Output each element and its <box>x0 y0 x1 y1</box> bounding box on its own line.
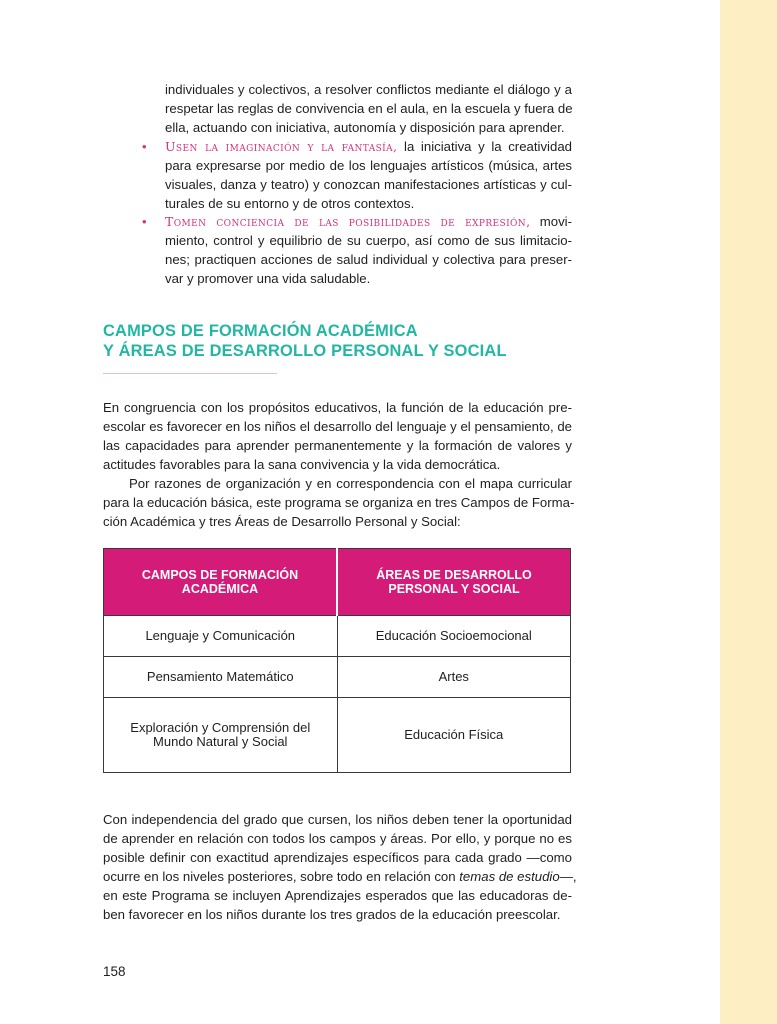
side-color-band <box>720 0 777 1024</box>
heading-line: Y ÁREAS DE DESARROLLO PERSONAL Y SOCIAL <box>103 342 507 360</box>
text-line: individuales y colectivos, a resolver conflictos mediante el diálogo y a <box>165 82 572 97</box>
table-header-row <box>104 549 571 616</box>
text-line: ben favorecer en los niños durante los tres grados de la educación preescolar. <box>103 907 561 922</box>
header-campos <box>104 549 338 616</box>
text-line: Por razones de organización y en correspondencia con el mapa curricular <box>129 476 572 491</box>
header-line: ÁREAS DE DESARROLLO <box>376 568 532 582</box>
intro-continuation <box>165 80 572 137</box>
paragraph-congruencia <box>103 398 572 474</box>
text-line: nes; practiquen acciones de salud individual y colectiva para preser- <box>165 252 572 267</box>
bullet-item-imaginacion <box>165 137 572 213</box>
text-line: respetar las reglas de convivencia en el aula, en la escuela y fuera de <box>165 101 573 116</box>
text-line: para la educación básica, este programa se organiza en tres Campos de Forma- <box>103 495 575 510</box>
cell-campo: Lenguaje y Comunicación <box>104 616 338 657</box>
text-line <box>103 867 577 886</box>
bullet-lead: Tomen conciencia de las posibilidades de expresión, <box>165 214 531 229</box>
bullet-item-expresion <box>165 212 572 288</box>
text-line <box>165 137 572 156</box>
text-line: Con independencia del grado que cursen, los niños deben tener la oportunidad <box>103 812 572 827</box>
text-line: posible definir con exactitud aprendizajes específicos para cada grado —como <box>103 850 572 865</box>
text-line: visuales, danza y teatro) y conozcan manifestaciones artísticas y cul- <box>165 177 572 192</box>
text-line: en este Programa se incluyen Aprendizajes esperados que las educadoras de- <box>103 888 572 903</box>
paragraph-organizacion <box>103 474 575 531</box>
text-line: En congruencia con los propósitos educativos, la función de la educación pre- <box>103 400 572 415</box>
cell-campo: Pensamiento Matemático <box>104 657 338 698</box>
cell-line: Exploración y Comprensión del <box>130 720 311 735</box>
table-row <box>104 698 571 773</box>
text-line: turales de su entorno y de otros contextos. <box>165 196 415 211</box>
section-heading <box>103 321 507 361</box>
bullet-first-rest: la iniciativa y la creatividad <box>397 139 572 154</box>
text-line: escolar es favorecer en los niños el desarrollo del lenguaje y el pensamiento, de <box>103 419 572 434</box>
text-line: para expresarse por medio de los lenguajes artísticos (música, artes <box>165 158 572 173</box>
header-line: PERSONAL Y SOCIAL <box>388 582 520 596</box>
heading-line: CAMPOS DE FORMACIÓN ACADÉMICA <box>103 322 418 340</box>
text-line: actitudes favorables para la sana convivencia y la vida democrática. <box>103 457 501 472</box>
text-line: ella, actuando con iniciativa, autonomía y disposición para aprender. <box>165 120 565 135</box>
text-line: las capacidades para aprender permanentemente y la formación de valores y <box>103 438 572 453</box>
table-row <box>104 616 571 657</box>
text-segment: —, <box>559 869 577 884</box>
text-segment: ocurre en los niveles posteriores, sobre todo en relación con <box>103 869 460 884</box>
text-line: miento, control y equilibrio de su cuerpo, así como de sus limitacio- <box>165 233 572 248</box>
header-line: CAMPOS DE FORMACIÓN <box>141 568 299 582</box>
italic-term: temas de estudio <box>459 869 560 884</box>
bullet-icon: • <box>142 139 147 154</box>
bullet-icon: • <box>142 214 147 229</box>
text-line: var y promover una vida saludable. <box>165 271 371 286</box>
bullet-lead: Usen la imaginación y la fantasía, <box>165 139 398 154</box>
page-number: 158 <box>103 964 126 979</box>
text-line <box>165 212 572 231</box>
campos-areas-table <box>103 548 571 773</box>
cell-line: Mundo Natural y Social <box>153 734 288 749</box>
paragraph-independencia <box>103 810 577 924</box>
header-line: ACADÉMICA <box>181 582 259 596</box>
cell-area: Artes <box>337 657 571 698</box>
cell-campo <box>104 698 338 773</box>
cell-area: Educación Socioemocional <box>337 616 571 657</box>
table-row <box>104 657 571 698</box>
bullet-first-rest: movi- <box>530 214 572 229</box>
text-line: de aprender en relación con todos los campos y áreas. Por ello, y porque no es <box>103 831 572 846</box>
text-line: ción Académica y tres Áreas de Desarrollo Personal y Social: <box>103 514 461 529</box>
heading-divider <box>103 373 277 374</box>
header-areas <box>337 549 571 616</box>
cell-area: Educación Física <box>337 698 571 773</box>
